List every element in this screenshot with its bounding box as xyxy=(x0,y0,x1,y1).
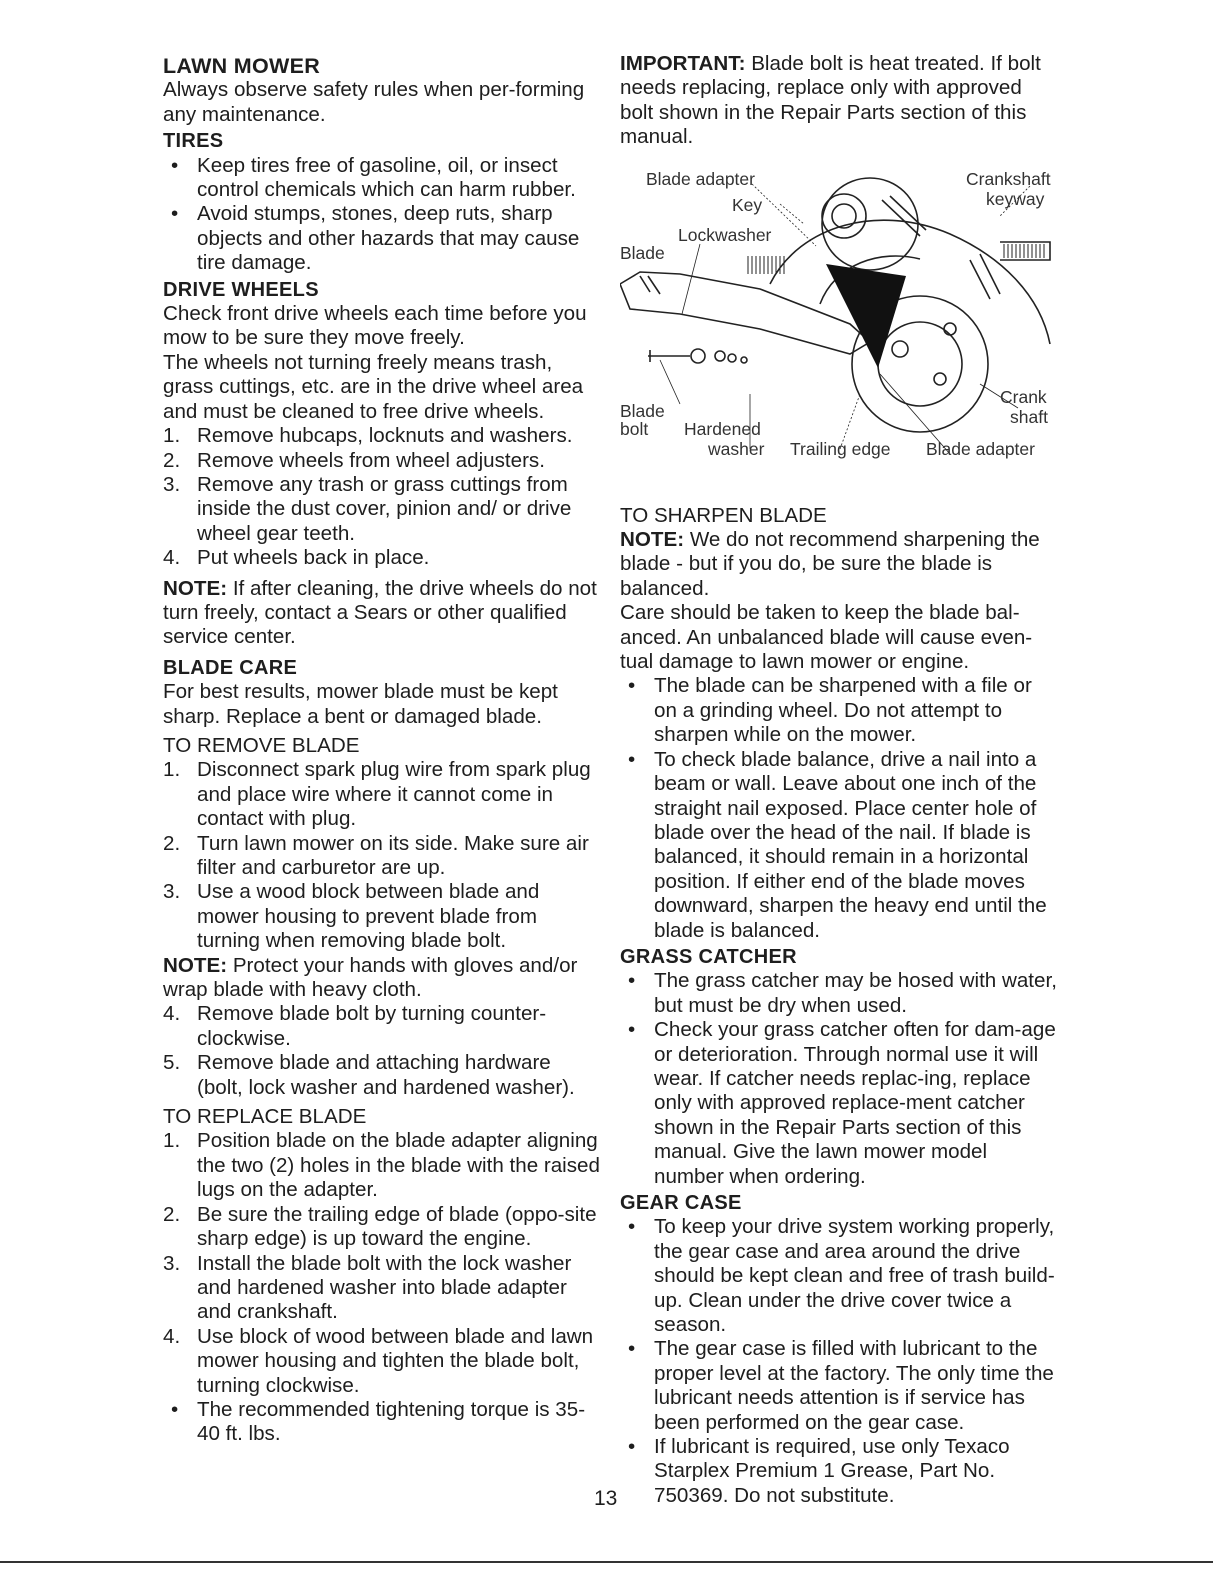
list-item: 1. Disconnect spark plug wire from spark plug and place wire where it cannot come in contact with plug. xyxy=(163,758,591,831)
list-item: • If lubricant is required, use only Texaco Starplex Premium 1 Grease, Part No. 750369. Do not substitute. xyxy=(620,1435,1060,1508)
label-blade-bolt-2: bolt xyxy=(620,418,649,439)
drive-wheels-para1: Check front drive wheels each time before you mow to be sure they move freely. xyxy=(163,302,587,350)
drive-wheels-note: NOTE: If after cleaning, the drive wheels do not turn freely, contact a Sears or other qualified service center. xyxy=(163,576,597,649)
label-keyway: keyway xyxy=(986,188,1045,209)
heading-replace-blade: TO REPLACE BLADE xyxy=(163,1105,367,1129)
label-hardened: Hardened xyxy=(684,418,761,439)
list-item: • Avoid stumps, stones, deep ruts, sharp objects and other hazards that may cause tire damage. xyxy=(163,202,601,275)
replace-blade-steps xyxy=(163,1129,601,1397)
blade-shape xyxy=(620,272,870,354)
intro-text: Always observe safety rules when per-forming any maintenance. xyxy=(163,78,585,126)
sharpen-list xyxy=(620,674,1060,942)
list-item: • The recommended tightening torque is 35-40 ft. lbs. xyxy=(163,1398,601,1447)
magnifier-funnel xyxy=(826,264,906,368)
list-item: • To check blade balance, drive a nail into a beam or wall. Leave about one inch of the straight nail exposed. Place center hole of blade over the head of the nail. If blade is balanced, it should remain in a horizontal position. If either end of the blade moves downward, sharpen the heavy end until the blade is balanced. xyxy=(620,748,1060,943)
list-item: • The blade can be sharpened with a file or on a grinding wheel. Do not attempt to sharpen while on the mower. xyxy=(620,674,1060,747)
grass-catcher-list xyxy=(620,969,1060,1189)
heading-remove-blade: TO REMOVE BLADE xyxy=(163,733,360,757)
torque-list xyxy=(163,1398,601,1447)
heading-drive-wheels: DRIVE WHEELS xyxy=(163,278,319,301)
right-column xyxy=(620,52,1060,1508)
left-column xyxy=(163,52,601,1447)
list-item: 1. Remove hubcaps, locknuts and washers. xyxy=(163,424,573,448)
label-blade-top: Blade xyxy=(620,242,665,263)
label-key: Key xyxy=(732,194,763,215)
label-trailing-edge: Trailing edge xyxy=(790,438,891,459)
blade-care-para: For best results, mower blade must be kept sharp. Replace a bent or damaged blade. xyxy=(163,680,558,728)
list-item: 4. Remove blade bolt by turning counter-clockwise. xyxy=(163,1002,547,1050)
list-item: 3. Install the blade bolt with the lock washer and hardened washer into blade adapter and crankshaft. xyxy=(163,1251,572,1324)
label-crankshaft-1: Crankshaft xyxy=(966,168,1051,189)
drive-wheels-steps xyxy=(163,424,601,570)
list-item: 4. Put wheels back in place. xyxy=(163,546,430,570)
list-item: 3. Remove any trash or grass cuttings from inside the dust cover, pinion and/ or drive wheel gear teeth. xyxy=(163,472,572,545)
label-lockwasher: Lockwasher xyxy=(678,224,772,245)
list-item: 3. Use a wood block between blade and mower housing to prevent blade from turning when removing blade bolt. xyxy=(163,880,540,953)
label-crank: Crank xyxy=(1000,386,1047,407)
list-item: 1. Position blade on the blade adapter aligning the two (2) holes in the blade with the raised lugs on the adapter. xyxy=(163,1129,600,1202)
gear-case-list xyxy=(620,1215,1060,1508)
drive-wheels-para2: The wheels not turning freely means trash, grass cuttings, etc. are in the drive wheel area and must be cleaned to free drive wheels. xyxy=(163,350,584,423)
heading-sharpen-blade: TO SHARPEN BLADE xyxy=(620,503,827,527)
remove-blade-steps-2 xyxy=(163,1002,601,1100)
list-item: 2. Turn lawn mower on its side. Make sure air filter and carburetor are up. xyxy=(163,831,589,879)
label-blade-adapter-top: Blade adapter xyxy=(646,168,755,189)
heading-blade-care: BLADE CARE xyxy=(163,656,298,679)
list-item: • Check your grass catcher often for dam-age or deterioration. Through normal use it will wear. If catcher needs replac-ing, replace only with approved replace-ment catcher shown in the Repair Parts section of this manual. Give the lawn mower model number when ordering. xyxy=(620,1018,1060,1189)
heading-grass-catcher: GRASS CATCHER xyxy=(620,945,797,968)
heading-gear-case: GEAR CASE xyxy=(620,1192,742,1214)
remove-blade-steps xyxy=(163,758,601,953)
remove-blade-note: NOTE: Protect your hands with gloves and/or wrap blade with heavy cloth. xyxy=(163,953,578,1002)
tires-list xyxy=(163,154,601,276)
section-title-lawn-mower: LAWN MOWER xyxy=(163,54,321,78)
list-item: 2. Remove wheels from wheel adjusters. xyxy=(163,448,545,472)
blade-assembly-diagram xyxy=(620,164,1060,496)
heading-tires: TIRES xyxy=(163,130,224,153)
label-blade-bolt-1: Blade xyxy=(620,400,665,421)
sharpen-para: Care should be taken to keep the blade bal-anced. An unbalanced blade will cause even-tual damage to lawn mower or engine. xyxy=(620,601,1033,674)
list-item: 4. Use block of wood between blade and lawn mower housing and tighten the blade bolt, turning clockwise. xyxy=(163,1324,594,1397)
label-washer: washer xyxy=(708,438,765,459)
list-item: 2. Be sure the trailing edge of blade (oppo-site sharp edge) is up toward the engine. xyxy=(163,1202,597,1251)
bottom-divider xyxy=(0,1561,1213,1563)
list-item: • The gear case is filled with lubricant to the proper level at the factory. The only time the lubricant needs attention is if service has been performed on the gear case. xyxy=(620,1337,1060,1435)
label-shaft: shaft xyxy=(1010,406,1048,427)
sharpen-note: NOTE: We do not recommend sharpening the blade - but if you do, be sure the blade is balanced. xyxy=(620,528,1040,600)
important-note: IMPORTANT: Blade bolt is heat treated. If bolt needs replacing, replace only with approved bolt shown in the Repair Parts section of this manual. xyxy=(620,52,1041,149)
page-number: 13 xyxy=(594,1487,618,1510)
list-item: • Keep tires free of gasoline, oil, or insect control chemicals which can harm rubber. xyxy=(163,154,601,203)
list-item: • The grass catcher may be hosed with water, but must be dry when used. xyxy=(620,969,1060,1018)
label-blade-adapter-bottom: Blade adapter xyxy=(926,438,1035,459)
list-item: • To keep your drive system working properly, the gear case and area around the drive should be kept clean and free of trash build-up. Clean under the drive cover twice a season. xyxy=(620,1215,1060,1337)
list-item: 5. Remove blade and attaching hardware (bolt, lock washer and hardened washer). xyxy=(163,1051,575,1099)
